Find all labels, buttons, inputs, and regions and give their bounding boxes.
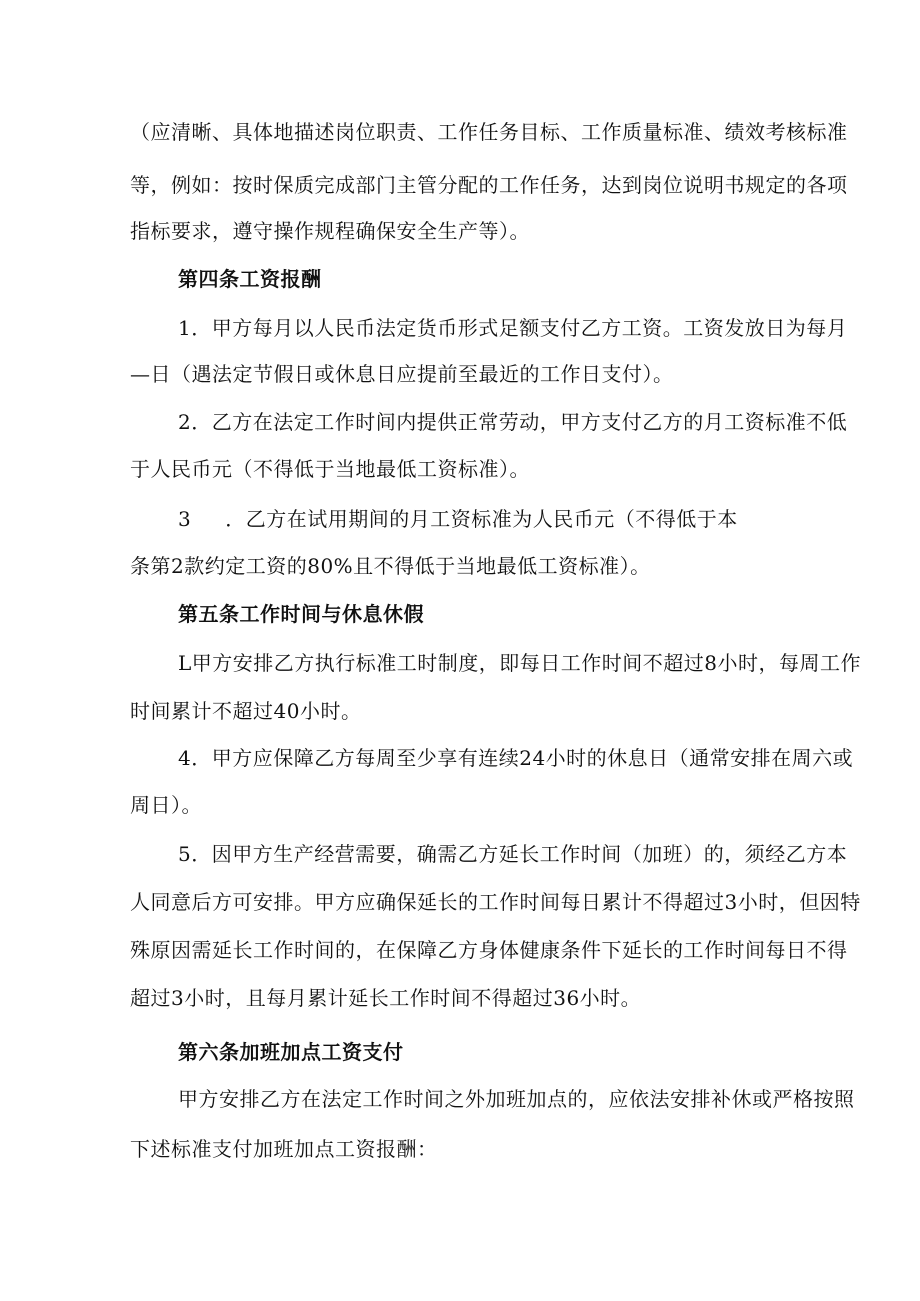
article-4-item-3-line-2: 条第2款约定工资的80%且不得低于当地最低工资标准）。 <box>130 554 651 578</box>
article-4-item-3-line-1 <box>178 505 738 533</box>
article-6-paragraph-line-1: 甲方安排乙方在法定工作时间之外加班加点的，应依法安排补休或严格按照 <box>178 1087 855 1111</box>
article-6-paragraph-line-2: 下述标准支付加班加点工资报酬： <box>130 1137 438 1161</box>
intro-line-3: 指标要求，遵守操作规程确保安全生产等）。 <box>130 219 530 243</box>
article-5-title: 第五条工作时间与休息休假 <box>178 602 424 626</box>
article-5-item-1-line-2: 时间累计不超过40小时。 <box>130 699 362 723</box>
article-4-title: 第四条工资报酬 <box>178 267 322 291</box>
intro-line-2: 等，例如：按时保质完成部门主管分配的工作任务，达到岗位说明书规定的各项 <box>130 173 848 197</box>
article-6-title: 第六条加班加点工资支付 <box>178 1040 404 1064</box>
article-5-item-5-line-1: 5．因甲方生产经营需要，确需乙方延长工作时间（加班）的，须经乙方本 <box>178 842 848 866</box>
article-5-item-5-line-4: 超过3小时，且每月累计延长工作时间不得超过36小时。 <box>130 986 642 1010</box>
article-5-item-5-line-2: 人同意后方可安排。甲方应确保延长的工作时间每日累计不得超过3小时，但因特 <box>130 890 861 914</box>
article-5-item-1-line-1: L甲方安排乙方执行标准工时制度，即每日工作时间不超过8小时，每周工作 <box>178 651 862 675</box>
article-5-item-5-line-3: 殊原因需延长工作时间的，在保障乙方身体健康条件下延长的工作时间每日不得 <box>130 938 848 962</box>
article-4-item-3-number: 3 <box>178 507 192 531</box>
article-4-item-3-text: ．乙方在试用期间的月工资标准为人民币元（不得低于本 <box>225 507 738 531</box>
article-4-item-2-line-2: 于人民币元（不得低于当地最低工资标准）。 <box>130 457 530 481</box>
article-4-item-2-line-1: 2．乙方在法定工作时间内提供正常劳动，甲方支付乙方的月工资标准不低 <box>178 410 848 434</box>
article-5-item-4-line-2: 周日）。 <box>130 793 202 817</box>
article-5-item-4-line-1: 4．甲方应保障乙方每周至少享有连续24小时的休息日（通常安排在周六或 <box>178 746 854 770</box>
article-4-item-1-line-1: 1．甲方每月以人民币法定货币形式足额支付乙方工资。工资发放日为每月 <box>178 316 848 340</box>
article-4-item-1-line-2: —日（遇法定节假日或休息日应提前至最近的工作日支付）。 <box>130 362 674 386</box>
intro-line-1: （应清晰、具体地描述岗位职责、工作任务目标、工作质量标准、绩效考核标准 <box>130 120 848 144</box>
